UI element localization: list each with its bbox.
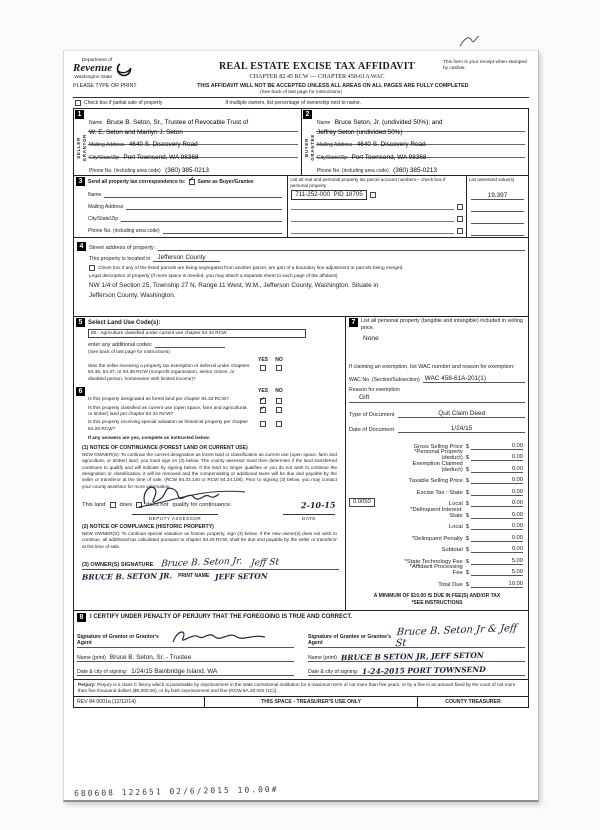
see-back-note: (See back of last page for instructions)	[260, 90, 342, 95]
buyer-csz-value: Port Townsend, WA 98368	[351, 154, 427, 161]
fee-table	[349, 438, 525, 588]
blank-field[interactable]	[291, 204, 454, 210]
does-not-label: does not	[146, 501, 169, 508]
seller-csz-value: Port Townsend, WA 98368	[123, 154, 199, 161]
section-7-number: 7	[349, 318, 358, 327]
current-use-question: Is this property classified as current use (open space, farm and agricultural, or timber) land per chapter 84.34 RCW?	[88, 405, 248, 418]
parties-grid	[73, 108, 529, 175]
correspondence-csz-field[interactable]: City/State/Zip	[76, 210, 285, 222]
grantee-date-city: 1-24-2015 PORT TOWNSEND	[362, 664, 486, 676]
grantee-signature-field[interactable]: Signature of Grantee or Grantee's Agent Bruce B. Seton Jr & Jeff St	[308, 625, 525, 648]
parcel-number-value[interactable]: 711-252-000 PID 18705	[291, 190, 366, 200]
owner-signature-2: Jeff St	[250, 557, 280, 569]
parcel-row	[288, 189, 528, 201]
type-of-document-value[interactable]: Quit Claim Deed	[398, 410, 525, 418]
legal-description-value[interactable]: NW 1/4 of Section 25, Township 27 N, Range 11 West, W.M., Jefferson County, Washington. Situate in Jefferson County, Washington.	[89, 282, 379, 299]
section-3	[73, 175, 529, 237]
qualify-label: qualify for continuance.	[172, 501, 232, 508]
land-use-code-select[interactable]: 80 - Agriculture classified under current use chapter 84.34 RCW	[88, 329, 306, 338]
date-label: DATE	[283, 514, 335, 521]
fee-row-exemption: Exemption Claimed (deduct) $ 0.00	[412, 460, 523, 473]
section-7	[346, 317, 528, 610]
grantor-signature	[169, 627, 269, 647]
seller-name-line2: W. E. Seton and Marilyn J. Seton	[89, 129, 183, 136]
grantee-name-field[interactable]: Name (print) BRUCE B SETON JR, JEFF SETON	[308, 648, 525, 662]
grantee-signature: Bruce B. Seton Jr & Jeff St	[395, 622, 518, 650]
notice-compliance-title: (2) NOTICE OF COMPLIANCE (HISTORIC PROPERTY)	[82, 523, 214, 530]
deputy-assessor-label: DEPUTY ASSESSOR	[132, 514, 218, 521]
checkbox-partial-sale[interactable]	[75, 100, 81, 106]
checkbox-personal-property-4[interactable]	[457, 228, 463, 234]
located-in-label: This property is located in	[89, 256, 151, 262]
fee-row-processing-fee: *Affidavit Processing Fee $ 5.00	[409, 564, 523, 577]
blank-field[interactable]	[126, 203, 282, 210]
notice-continuance-body: NEW OWNER(S): To continue the current designation as forest land or classification as current use (open space, farm and agriculture, or timber) land, you must sign on (3) below. The county assessor must then determine if the land transferred continues to qualify and will indicate by signing below. If the land no longer qualifies or you do not wish to continue the designation or classification, it will be removed and the compensating or additional taxes will be due and payable by the seller or transferor at the time of sale. (RCW 84.33.140 or RCW 84.34.108). Prior to signing (3) below, you may contact your county assessor for more information	[82, 451, 337, 489]
buyer-name-line2: Jeffrey Seton (undivided 50%)	[317, 129, 403, 136]
fee-row-subtotal: Subtotal $ 0.00	[441, 546, 523, 554]
parcel-row	[288, 213, 528, 225]
continuance-qualify-row	[82, 500, 345, 510]
grantor-date-city: 1/24/15 Bainbridge Island, WA	[131, 667, 218, 675]
buyer-phone-field[interactable]: Phone No. (including area code) (360) 385-0213	[317, 167, 437, 174]
seller-address-field[interactable]: Mailing Address 4640 S. Discovery Road	[88, 132, 298, 145]
minimum-due-note: A MINIMUM OF $10.00 IS DUE IN FEE(S) AND/OR TAX	[373, 592, 501, 599]
buyer-box	[301, 109, 528, 175]
exemption-wac-label: If claiming an exemption, list WAC number and reason for exemption:	[349, 364, 515, 371]
reason-exemption-value[interactable]: Gift	[349, 394, 525, 403]
grantee-role-label: GRANTEE	[309, 134, 315, 161]
seller-role-label: SELLER	[75, 136, 81, 159]
historic-question: Is this property receiving special valuation as historical property per chapter 84.26 RCW?	[88, 420, 248, 432]
additional-codes-field[interactable]	[155, 341, 225, 348]
checkbox-historic-no[interactable]	[276, 421, 282, 427]
county-value[interactable]: Jefferson County	[153, 254, 219, 262]
checkbox-same-as-buyer[interactable]: ✓	[188, 176, 195, 184]
send-correspondence-label: Send all property tax correspondence to:	[88, 178, 186, 185]
yes-header: YES	[257, 357, 268, 364]
form-title: REAL ESTATE EXCISE TAX AFFIDAVIT	[219, 61, 415, 72]
additional-codes-label: enter any additional codes:	[88, 342, 153, 349]
continuance-date-value: 2-10-15	[300, 499, 336, 511]
form-header	[73, 58, 529, 80]
seller-phone-field[interactable]: Phone No. (including area code) (360) 385-0213	[89, 167, 209, 174]
this-land-label: This land	[82, 501, 106, 508]
owners-signature-row	[82, 558, 339, 570]
fee-row-personal: *Personal Property (deduct) $ 0.00	[414, 449, 523, 462]
exemption-question: Was the seller receiving a property tax exemption or deferral under chapters 84.36, 84.37, or 84.38 RCW (nonprofit organization, senior citizen, or disabled person, homeowner with limited income)?	[88, 364, 250, 382]
section-2-number: 2	[303, 110, 312, 119]
land-use-title: Select Land Use Code(s):	[88, 319, 161, 326]
grantee-print-name: BRUCE B SETON JR, JEFF SETON	[340, 650, 484, 663]
perjury-label: Perjury:	[78, 681, 96, 687]
checkbox-current-use-yes[interactable]: ✓	[260, 404, 266, 412]
section-3-number: 3	[76, 177, 85, 186]
logo-dept-text: Department of	[81, 58, 113, 63]
forest-land-question-row	[76, 396, 345, 405]
if-yes-note: If any answers are yes, complete as instructed below.	[88, 435, 210, 441]
correspondence-phone-field[interactable]: Phone No. (including area code)	[76, 222, 285, 234]
street-address-label: Street address of property:	[89, 245, 156, 251]
checkbox-exemption-no[interactable]	[276, 365, 282, 371]
affidavit-form	[63, 50, 539, 802]
partial-sale-label: Check box if partial sale of property	[84, 100, 163, 106]
logo-name-text: Revenue	[73, 62, 113, 75]
section-1-number: 1	[75, 110, 84, 119]
checkbox-historic-yes[interactable]	[260, 421, 266, 427]
dor-logo	[73, 58, 191, 80]
main-grid	[73, 316, 529, 610]
same-as-buyer-label: Same as Buyer/Grantee	[197, 178, 254, 185]
segregated-label: Check box if any of the listed parcels are being segregated from another parcel, are part of a boundary line adjustment or parcels being merged.	[98, 265, 404, 271]
fee-row-total-due: Total Due $ 10.00	[438, 580, 523, 588]
correspondence-name-field[interactable]: Name	[76, 186, 285, 198]
section-8	[73, 610, 529, 679]
no-header: NO	[275, 388, 283, 395]
seller-phone-value: (360) 385-0213	[165, 167, 209, 174]
form-chapter: CHAPTER 82.45 RCW — CHAPTER 458-61A WAC	[249, 73, 385, 80]
yes-header: YES	[257, 388, 268, 395]
personal-property-value[interactable]: None	[363, 335, 379, 343]
grantor-role-label: GRANTOR	[81, 133, 87, 162]
print-name-label: PRINT NAME	[178, 573, 210, 580]
section-6-number: 6	[76, 387, 85, 396]
personal-property-label: List all personal property (tangible and intangible) included in selling price.	[361, 318, 523, 332]
fee-row-excise-state: Excise Tax : State $ 0.00	[416, 488, 523, 496]
revenue-swoosh-icon	[115, 60, 133, 78]
wac-number-value[interactable]: WAC 458-61A-201(1)	[423, 375, 525, 383]
receipt-note: This form is your receipt when stamped by cashier.	[443, 60, 527, 71]
owner-print-name-1: BRUCE B. SETON JR.	[81, 571, 173, 582]
section-8-number: 8	[77, 613, 86, 622]
blank-field[interactable]	[291, 228, 454, 234]
grantor-name-field[interactable]: Name (print) Bruce B. Seton, Sr. - Trustee	[77, 648, 294, 662]
parcel-row	[288, 225, 528, 237]
blank-field[interactable]	[104, 191, 282, 198]
checkbox-personal-property-2[interactable]	[457, 204, 463, 210]
seller-box	[74, 109, 301, 175]
assessed-value[interactable]: 19,397	[471, 192, 524, 200]
assessed-value-header: List assessed value(s)	[466, 176, 528, 189]
owners-signature-title: (3) OWNER(S) SIGNATURE	[82, 561, 154, 568]
section-4-number: 4	[77, 242, 86, 251]
grantor-print-name: Bruce B. Seton, Sr. - Trustee	[109, 653, 192, 661]
legal-description-label: Legal description of property (if more space is needed, you may attach a separate sheet to each page of the affidavit)	[89, 274, 338, 279]
perjury-text: Perjury is a class C felony which is punishable by imprisonment in the state correctional institution for a maximum term of not more than five years, or by a fine in an amount fixed by the court of not more than five thousand dollars ($5,000.00), or by both imprisonment and fine (RCW 9A.20.020 (1C)).	[78, 681, 516, 694]
current-use-question-row	[76, 405, 345, 419]
owner-print-name-2: JEFF SETON	[215, 571, 268, 582]
no-header: NO	[275, 357, 283, 364]
grantor-date-city-field[interactable]: Date & city of signing: 1/24/15 Bainbridge Island, WA	[77, 662, 294, 676]
fee-row-taxable: Taxable Selling Price $ 0.00	[408, 477, 523, 485]
buyer-name-field[interactable]: Name Bruce Seton, Jr. (undivided 50%); and Jeffrey Seton (undivided 50%)	[316, 110, 525, 132]
section-5-number: 5	[76, 318, 85, 327]
checkbox-forest-no[interactable]	[276, 398, 282, 404]
logo-state-text: Washington State	[74, 74, 113, 80]
blank-field[interactable]	[291, 216, 454, 222]
checkbox-does-qualify[interactable]	[110, 502, 116, 508]
see-instructions-note: *SEE INSTRUCTIONS	[411, 600, 463, 607]
grantee-date-city-field[interactable]: Date & city of signing: 1-24-2015 PORT TOWNSEND	[308, 662, 525, 676]
blank-field[interactable]	[163, 227, 283, 234]
perjury-notice	[73, 679, 529, 697]
fee-row-excise-local: 0.0050 Local $ 0.00	[349, 496, 525, 508]
multiple-owners-note: If multiple owners, list percentage of ownership next to name.	[225, 100, 361, 106]
county-treasurer-label: COUNTY TREASURER	[445, 699, 501, 706]
forest-land-question: Is this property designated as forest land per chapter 84.33 RCW?	[88, 396, 229, 402]
buyer-address-field[interactable]: Mailing Address 4640 S. Discovery Road	[316, 132, 525, 145]
checkbox-segregated[interactable]	[89, 265, 95, 271]
buyer-address-value: 4640 S. Discovery Road	[356, 141, 426, 148]
reason-exemption-label: Reason for exemption	[349, 387, 400, 394]
fee-row-delinquent-penalty: *Delinquent Penalty $ 0.00	[411, 534, 523, 542]
date-of-document-value[interactable]: 1/24/15	[398, 425, 525, 433]
seller-name-field[interactable]: Name Bruce B. Seton, Sr., Trustee of Revocable Trust of W. E. Seton and Marilyn J. Seton	[88, 110, 298, 132]
completion-warning: THIS AFFIDAVIT WILL NOT BE ACCEPTED UNLESS ALL AREAS ON ALL PAGES ARE FULLY COMPLETED	[197, 83, 469, 89]
deputy-assessor-signature	[137, 480, 247, 510]
grantor-signature-field[interactable]: Signature of Grantor or Grantor's Agent	[77, 625, 294, 648]
blank-field[interactable]	[471, 211, 524, 212]
notice-continuance-title: (1) NOTICE OF CONTINUANCE (FOREST LAND OR CURRENT USE)	[82, 444, 248, 451]
checkbox-exemption-yes[interactable]	[260, 365, 266, 371]
seller-name-line1: Bruce B. Seton, Sr., Trustee of Revocable Trust of	[106, 119, 249, 126]
blank-field[interactable]	[471, 223, 524, 224]
parcel-numbers-header: List all real and personal property tax parcel account numbers – check box if personal property	[290, 177, 446, 188]
blank-field[interactable]	[121, 215, 282, 222]
buyer-phone-value: (360) 385-0213	[393, 167, 437, 174]
see-back-note-2: (See back of last page for instructions)	[88, 350, 170, 356]
checkbox-personal-property-3[interactable]	[457, 216, 463, 222]
exemption-question-row	[76, 363, 345, 384]
correspondence-address-field[interactable]: Mailing Address	[76, 198, 285, 210]
historic-question-row	[76, 419, 345, 433]
buyer-name-line1: Bruce Seton, Jr. (undivided 50%); and	[334, 119, 443, 126]
treasurer-receipt-stamp: 680608 122651 02/6/2015 10.00#	[73, 784, 279, 799]
blank-field[interactable]	[471, 235, 524, 236]
fee-row-delinquent-interest-local: Local $ 0.00	[448, 523, 523, 531]
wac-number-label: WAC No. (Section/Subsection)	[349, 377, 420, 384]
date-of-document-label: Date of Document	[349, 427, 395, 434]
section-4	[73, 237, 529, 316]
parcel-row	[288, 201, 528, 213]
owner-signature-1: Bruce B. Seton Jr.	[160, 556, 244, 570]
checkbox-personal-property-1[interactable]	[370, 192, 376, 198]
fee-row-delinquent-interest-state: *Delinquent Interest: State $ 0.00	[410, 506, 523, 519]
checkbox-forest-yes[interactable]: ✓	[260, 395, 266, 403]
fee-row-tech-fee: *State Technology Fee $ 5.00	[404, 557, 523, 565]
form-revision-number: REV 84 0001a (12/12/14)	[77, 699, 136, 706]
notice-compliance-body: NEW OWNER(S): To continue special valuation as historic property, sign (3) below. If the new owner(s) does not wish to continue, all additional tax calculated pursuant to chapter 84.26 RCW, shall be due and payable by the seller or transferor at the time of sale.	[82, 530, 337, 549]
does-label: does	[119, 501, 133, 508]
seller-address-value: 4640 S. Discovery Road	[128, 141, 198, 148]
buyer-csz-field[interactable]: City/State/Zip Port Townsend, WA 98368	[316, 145, 525, 158]
seller-csz-field[interactable]: City/State/Zip Port Townsend, WA 98368	[88, 145, 298, 158]
checkbox-current-use-no[interactable]	[276, 407, 282, 413]
fee-row-gross: Gross Selling Price $ 0.00	[413, 442, 523, 450]
treasurer-space-label: THIS SPACE - TREASURER'S USE ONLY	[204, 697, 418, 707]
type-of-document-label: Type of Document	[349, 412, 395, 419]
certify-statement: I CERTIFY UNDER PENALTY OF PERJURY THAT THE FOREGOING IS TRUE AND CORRECT.	[90, 614, 353, 621]
local-rate-value[interactable]: 0.0050	[349, 498, 375, 507]
buyer-role-label: BUYER	[303, 137, 309, 158]
type-or-print-label: PLEASE TYPE OR PRINT	[73, 83, 137, 89]
pen-mark	[458, 34, 480, 48]
street-address-field[interactable]	[158, 244, 525, 251]
form-footer	[73, 696, 529, 708]
